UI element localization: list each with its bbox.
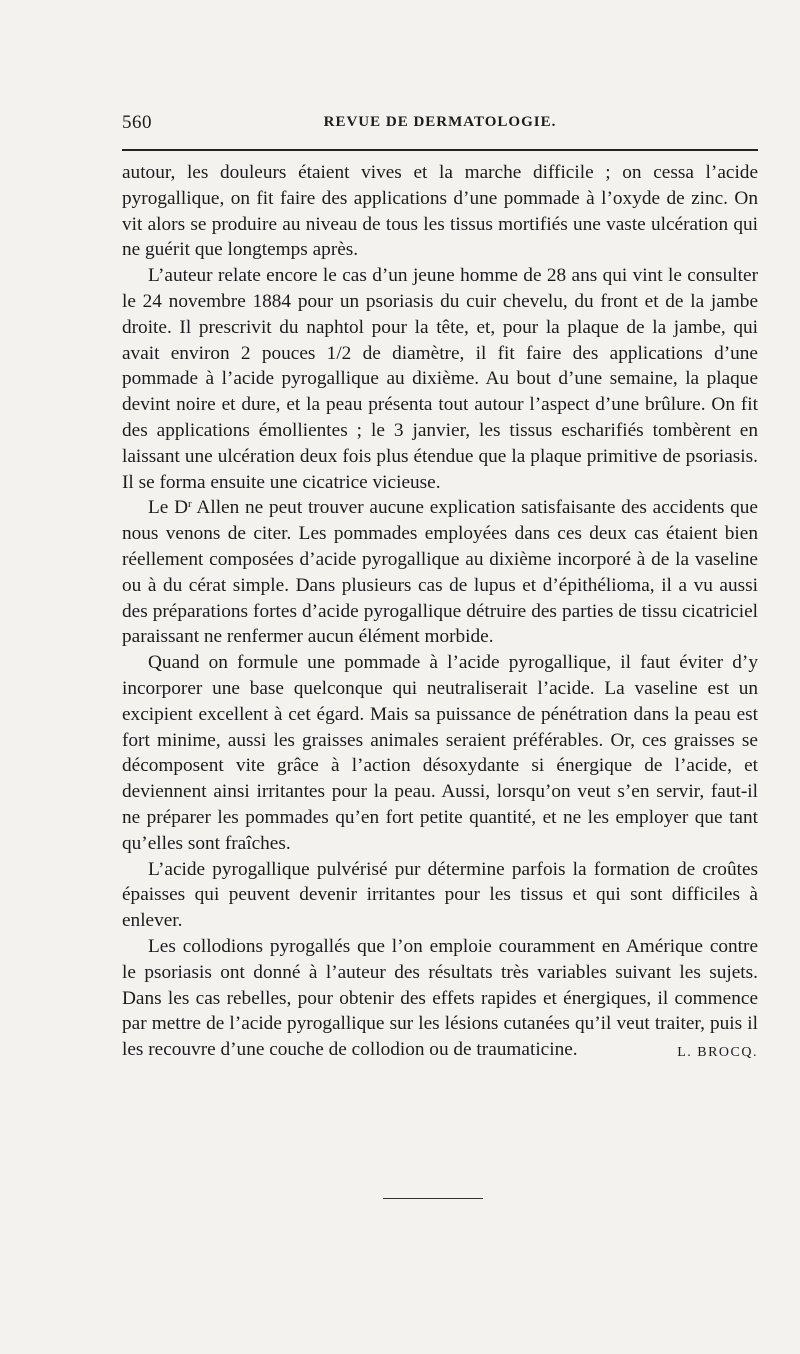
paragraph: Quand on formule une pommade à l’acide pyrogallique, il faut éviter d’y incorporer une base quelconque qui neutraliserait l’acide. La vaseline est un excipient excellent à cet égard. Mais sa puissance de pénétration dans la peau est fort minime, aussi les graisses animales seraient préférables. Or, ces graisses se décomposent vite grâce à l’action désoxydante si énergique de l’acide, et deviennent ainsi irritantes pour la peau. Aussi, lorsqu’on veut s’en servir, faut-il ne préparer les pommades qu’en fort petite quantité, et ne les employer que tant qu’elles sont fraîches.: [122, 652, 758, 854]
paragraph-text: Le D: [148, 497, 189, 519]
page-header: [122, 112, 758, 140]
author-signature: L. BROCQ.: [677, 1045, 758, 1061]
paragraph: [122, 934, 758, 1063]
paragraph-text: Les collodions pyrogallés que l’on emploie couramment en Amérique contre le psoriasis ont donné à l’auteur des résultats très variables suivant les sujets. Dans les cas rebelles, pour obtenir des effets rapides et énergiques, il commence par mettre de l’acide pyrogallique sur les lésions cutanées qu’il veut traiter, puis il les recouvre d’une couche de collodion ou de traumaticine.: [122, 935, 758, 1061]
running-title: REVUE DE DERMATOLOGIE.: [323, 114, 557, 130]
paragraph: [122, 495, 758, 650]
header-rule: [122, 149, 758, 151]
superscript: r: [188, 498, 192, 511]
end-rule: [383, 1198, 483, 1199]
article-body: [122, 160, 758, 1066]
paragraph: L’auteur relate encore le cas d’un jeune homme de 28 ans qui vint le consulter le 24 novembre 1884 pour un psoriasis du cuir chevelu, du front et de la jambe droite. Il prescrivit du naphtol pour la tête, et, pour la plaque de la jambe, qui avait environ 2 pouces 1/2 de diamètre, il fit faire des applications d’une pommade à l’acide pyrogallique au dixième. Au bout d’une semaine, la plaque devint noire et dure, et la peau présenta tout autour l’aspect d’une brûlure. On fit des applications émollientes ; le 3 janvier, les tissus escharifiés tombèrent en laissant une ulcération deux fois plus étendue que la plaque primitive de psoriasis. Il se forma ensuite une cicatrice vicieuse.: [122, 265, 758, 493]
paragraph-text: Allen ne peut trouver aucune explication satisfaisante des accidents que nous venons de citer. Les pommades employées dans ces deux cas étaient bien réellement composées d’acide pyrogallique au dixième incorporé à de la vaseline ou à du cérat simple. Dans plusieurs cas de lupus et d’épithélioma, il a vu aussi des préparations fortes d’acide pyrogallique détruire des parties de tissu cicatriciel paraissant ne renfermer aucun élément morbide.: [122, 497, 758, 648]
paragraph: autour, les douleurs étaient vives et la marche difficile ; on cessa l’acide pyrogallique, on fit faire des applications d’une pommade à l’oxyde de zinc. On vit alors se produire au niveau de tous les tissus mortifiés une vaste ulcération qui ne guérit que longtemps après.: [122, 162, 758, 261]
paragraph: L’acide pyrogallique pulvérisé pur détermine parfois la formation de croûtes épaisses qui peuvent devenir irritantes pour les tissus et qui sont difficiles à enlever.: [122, 858, 758, 932]
page-number: 560: [122, 112, 152, 133]
